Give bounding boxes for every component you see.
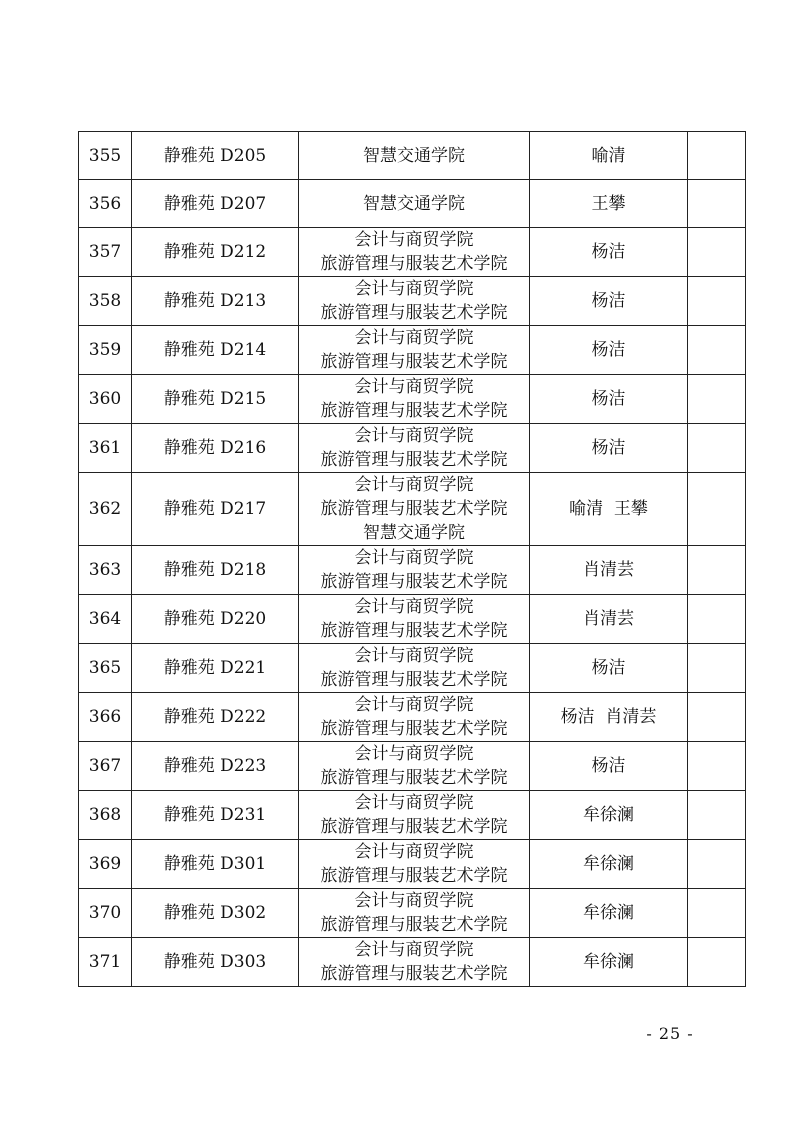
college-name: 会计与商贸学院 (354, 328, 474, 348)
room-cell: 静雅苑 D231 (132, 791, 299, 840)
row-number-cell: 356 (79, 180, 132, 228)
room-cell: 静雅苑 D215 (132, 375, 299, 424)
college-name: 旅游管理与服装艺术学院 (320, 964, 508, 984)
college-cell (299, 326, 530, 375)
staff-name-cell: 王攀 (530, 180, 688, 228)
college-name: 旅游管理与服装艺术学院 (320, 719, 508, 739)
row-number-cell: 367 (79, 742, 132, 791)
room-cell: 静雅苑 D212 (132, 228, 299, 277)
row-number-cell: 361 (79, 424, 132, 473)
note-cell (688, 742, 746, 791)
college-cell (299, 693, 530, 742)
college-cell (299, 791, 530, 840)
staff-name-cell: 杨洁 肖清芸 (530, 693, 688, 742)
college-name: 会计与商贸学院 (354, 475, 474, 495)
room-cell: 静雅苑 D205 (132, 132, 299, 180)
row-number-cell: 362 (79, 473, 132, 546)
college-cell (299, 277, 530, 326)
college-name: 智慧交通学院 (363, 523, 465, 543)
table-row (79, 693, 746, 742)
college-cell (299, 889, 530, 938)
college-cell (299, 840, 530, 889)
dorm-assignment-table (78, 131, 746, 987)
college-name: 会计与商贸学院 (354, 230, 474, 250)
row-number-cell: 366 (79, 693, 132, 742)
table-row (79, 180, 746, 228)
row-number-cell: 363 (79, 546, 132, 595)
table-row (79, 889, 746, 938)
room-cell: 静雅苑 D221 (132, 644, 299, 693)
college-name: 旅游管理与服装艺术学院 (320, 817, 508, 837)
room-cell: 静雅苑 D213 (132, 277, 299, 326)
table-row (79, 424, 746, 473)
note-cell (688, 791, 746, 840)
staff-name-cell: 杨洁 (530, 228, 688, 277)
staff-name-cell: 牟徐澜 (530, 840, 688, 889)
table-row (79, 840, 746, 889)
table-row (79, 938, 746, 987)
row-number-cell: 360 (79, 375, 132, 424)
college-cell (299, 546, 530, 595)
note-cell (688, 424, 746, 473)
college-name: 会计与商贸学院 (354, 279, 474, 299)
table-row (79, 644, 746, 693)
row-number-cell: 368 (79, 791, 132, 840)
room-cell: 静雅苑 D216 (132, 424, 299, 473)
table-row (79, 546, 746, 595)
college-cell (299, 424, 530, 473)
row-number-cell: 355 (79, 132, 132, 180)
note-cell (688, 840, 746, 889)
table-row (79, 742, 746, 791)
room-cell: 静雅苑 D223 (132, 742, 299, 791)
college-name: 旅游管理与服装艺术学院 (320, 499, 508, 519)
table-row (79, 132, 746, 180)
room-cell: 静雅苑 D301 (132, 840, 299, 889)
college-name: 智慧交通学院 (363, 193, 465, 214)
note-cell (688, 326, 746, 375)
table-row (79, 326, 746, 375)
note-cell (688, 938, 746, 987)
row-number-cell: 357 (79, 228, 132, 277)
college-name: 旅游管理与服装艺术学院 (320, 621, 508, 641)
staff-name-cell: 牟徐澜 (530, 889, 688, 938)
row-number-cell: 371 (79, 938, 132, 987)
note-cell (688, 277, 746, 326)
staff-name-cell: 杨洁 (530, 375, 688, 424)
college-name: 会计与商贸学院 (354, 940, 474, 960)
college-cell (299, 644, 530, 693)
note-cell (688, 473, 746, 546)
college-name: 旅游管理与服装艺术学院 (320, 866, 508, 886)
staff-name-cell: 牟徐澜 (530, 938, 688, 987)
staff-name-cell: 牟徐澜 (530, 791, 688, 840)
table-row (79, 277, 746, 326)
college-name: 旅游管理与服装艺术学院 (320, 254, 508, 274)
staff-name-cell: 肖清芸 (530, 546, 688, 595)
college-cell (299, 180, 530, 228)
note-cell (688, 693, 746, 742)
staff-name-cell: 肖清芸 (530, 595, 688, 644)
college-name: 旅游管理与服装艺术学院 (320, 768, 508, 788)
room-cell: 静雅苑 D302 (132, 889, 299, 938)
room-cell: 静雅苑 D214 (132, 326, 299, 375)
college-cell (299, 473, 530, 546)
room-cell: 静雅苑 D303 (132, 938, 299, 987)
table-row (79, 595, 746, 644)
staff-name-cell: 杨洁 (530, 424, 688, 473)
room-cell: 静雅苑 D218 (132, 546, 299, 595)
college-cell (299, 595, 530, 644)
staff-name-cell: 喻清 (530, 132, 688, 180)
row-number-cell: 358 (79, 277, 132, 326)
room-cell: 静雅苑 D220 (132, 595, 299, 644)
note-cell (688, 375, 746, 424)
college-name: 旅游管理与服装艺术学院 (320, 450, 508, 470)
college-name: 会计与商贸学院 (354, 842, 474, 862)
note-cell (688, 644, 746, 693)
college-name: 会计与商贸学院 (354, 695, 474, 715)
college-name: 会计与商贸学院 (354, 744, 474, 764)
college-name: 旅游管理与服装艺术学院 (320, 670, 508, 690)
college-name: 会计与商贸学院 (354, 646, 474, 666)
note-cell (688, 546, 746, 595)
college-cell (299, 132, 530, 180)
college-name: 旅游管理与服装艺术学院 (320, 303, 508, 323)
note-cell (688, 228, 746, 277)
note-cell (688, 132, 746, 180)
college-name: 旅游管理与服装艺术学院 (320, 915, 508, 935)
row-number-cell: 369 (79, 840, 132, 889)
college-name: 旅游管理与服装艺术学院 (320, 352, 508, 372)
staff-name-cell: 杨洁 (530, 644, 688, 693)
college-cell (299, 375, 530, 424)
staff-name-cell: 杨洁 (530, 742, 688, 791)
note-cell (688, 889, 746, 938)
college-cell (299, 228, 530, 277)
row-number-cell: 365 (79, 644, 132, 693)
row-number-cell: 370 (79, 889, 132, 938)
note-cell (688, 595, 746, 644)
college-name: 会计与商贸学院 (354, 377, 474, 397)
staff-name-cell: 喻清 王攀 (530, 473, 688, 546)
note-cell (688, 180, 746, 228)
college-cell (299, 742, 530, 791)
table-row (79, 228, 746, 277)
room-cell: 静雅苑 D222 (132, 693, 299, 742)
college-name: 会计与商贸学院 (354, 426, 474, 446)
college-name: 旅游管理与服装艺术学院 (320, 401, 508, 421)
staff-name-cell: 杨洁 (530, 277, 688, 326)
table-row (79, 473, 746, 546)
table-row (79, 375, 746, 424)
college-name: 会计与商贸学院 (354, 891, 474, 911)
table-row (79, 791, 746, 840)
table-body (79, 132, 746, 987)
college-name: 会计与商贸学院 (354, 548, 474, 568)
college-name: 旅游管理与服装艺术学院 (320, 572, 508, 592)
college-name: 会计与商贸学院 (354, 597, 474, 617)
room-cell: 静雅苑 D207 (132, 180, 299, 228)
college-name: 会计与商贸学院 (354, 793, 474, 813)
college-cell (299, 938, 530, 987)
page-number: - 25 - (646, 1024, 694, 1043)
room-cell: 静雅苑 D217 (132, 473, 299, 546)
row-number-cell: 359 (79, 326, 132, 375)
row-number-cell: 364 (79, 595, 132, 644)
college-name: 智慧交通学院 (363, 145, 465, 166)
staff-name-cell: 杨洁 (530, 326, 688, 375)
